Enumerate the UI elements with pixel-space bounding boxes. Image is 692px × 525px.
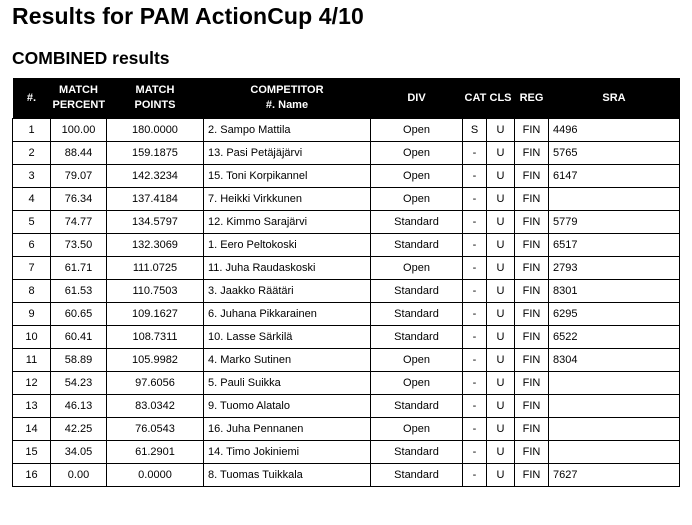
cell-div: Open	[371, 418, 463, 441]
table-row	[13, 349, 680, 372]
cell-competitor: 16. Juha Pennanen	[204, 418, 371, 441]
cell-cls: U	[487, 211, 515, 234]
header-cat[interactable]: CAT	[463, 78, 487, 119]
cell-competitor: 6. Juhana Pikkarainen	[204, 303, 371, 326]
cell-rank: 4	[13, 188, 51, 211]
cell-rank: 15	[13, 441, 51, 464]
cell-div: Standard	[371, 464, 463, 487]
cell-competitor: 9. Tuomo Alatalo	[204, 395, 371, 418]
cell-competitor: 10. Lasse Särkilä	[204, 326, 371, 349]
table-row	[13, 464, 680, 487]
cell-reg: FIN	[515, 303, 549, 326]
header-match-points[interactable]: MATCH POINTS	[107, 78, 204, 119]
cell-match-points: 137.4184	[107, 188, 204, 211]
cell-reg: FIN	[515, 418, 549, 441]
cell-div: Open	[371, 188, 463, 211]
cell-rank: 6	[13, 234, 51, 257]
cell-sra: 5779	[549, 211, 680, 234]
cell-reg: FIN	[515, 211, 549, 234]
cell-sra: 6295	[549, 303, 680, 326]
cell-match-percent: 58.89	[51, 349, 107, 372]
cell-competitor: 12. Kimmo Sarajärvi	[204, 211, 371, 234]
header-match-percent[interactable]: MATCH PERCENT	[51, 78, 107, 119]
cell-reg: FIN	[515, 234, 549, 257]
table-row	[13, 280, 680, 303]
cell-rank: 2	[13, 142, 51, 165]
table-row	[13, 303, 680, 326]
cell-cls: U	[487, 280, 515, 303]
cell-div: Standard	[371, 326, 463, 349]
cell-cls: U	[487, 418, 515, 441]
table-body	[13, 119, 680, 487]
cell-rank: 14	[13, 418, 51, 441]
section-subtitle: COMBINED results	[12, 48, 170, 68]
cell-cat: -	[463, 142, 487, 165]
cell-match-percent: 74.77	[51, 211, 107, 234]
cell-rank: 1	[13, 119, 51, 142]
cell-div: Standard	[371, 303, 463, 326]
cell-competitor: 11. Juha Raudaskoski	[204, 257, 371, 280]
cell-match-percent: 61.71	[51, 257, 107, 280]
cell-match-points: 0.0000	[107, 464, 204, 487]
cell-competitor: 5. Pauli Suikka	[204, 372, 371, 395]
cell-match-percent: 42.25	[51, 418, 107, 441]
table-row	[13, 372, 680, 395]
cell-cat: -	[463, 280, 487, 303]
cell-match-percent: 79.07	[51, 165, 107, 188]
cell-cat: -	[463, 464, 487, 487]
cell-match-points: 142.3234	[107, 165, 204, 188]
header-competitor[interactable]: COMPETITOR #. Name	[204, 78, 371, 119]
cell-reg: FIN	[515, 326, 549, 349]
cell-div: Standard	[371, 280, 463, 303]
table-row	[13, 326, 680, 349]
cell-sra	[549, 441, 680, 464]
cell-reg: FIN	[515, 188, 549, 211]
cell-match-points: 83.0342	[107, 395, 204, 418]
cell-competitor: 15. Toni Korpikannel	[204, 165, 371, 188]
cell-match-points: 180.0000	[107, 119, 204, 142]
cell-cls: U	[487, 349, 515, 372]
cell-cls: U	[487, 441, 515, 464]
cell-match-points: 108.7311	[107, 326, 204, 349]
cell-sra: 6517	[549, 234, 680, 257]
cell-match-percent: 61.53	[51, 280, 107, 303]
cell-match-points: 61.2901	[107, 441, 204, 464]
cell-div: Open	[371, 119, 463, 142]
cell-competitor: 2. Sampo Mattila	[204, 119, 371, 142]
cell-match-points: 76.0543	[107, 418, 204, 441]
cell-competitor: 3. Jaakko Räätäri	[204, 280, 371, 303]
cell-cls: U	[487, 142, 515, 165]
cell-cat: -	[463, 372, 487, 395]
cell-rank: 8	[13, 280, 51, 303]
cell-sra	[549, 372, 680, 395]
cell-sra: 2793	[549, 257, 680, 280]
cell-sra: 6147	[549, 165, 680, 188]
header-row	[13, 78, 680, 119]
cell-div: Open	[371, 349, 463, 372]
cell-div: Standard	[371, 395, 463, 418]
cell-match-points: 109.1627	[107, 303, 204, 326]
cell-rank: 10	[13, 326, 51, 349]
cell-reg: FIN	[515, 464, 549, 487]
cell-cls: U	[487, 165, 515, 188]
cell-match-percent: 54.23	[51, 372, 107, 395]
cell-competitor: 1. Eero Peltokoski	[204, 234, 371, 257]
table-row	[13, 257, 680, 280]
cell-sra: 4496	[549, 119, 680, 142]
cell-cat: -	[463, 165, 487, 188]
cell-cls: U	[487, 395, 515, 418]
cell-sra: 7627	[549, 464, 680, 487]
cell-competitor: 4. Marko Sutinen	[204, 349, 371, 372]
table-row	[13, 395, 680, 418]
cell-match-points: 97.6056	[107, 372, 204, 395]
cell-match-points: 159.1875	[107, 142, 204, 165]
cell-match-points: 132.3069	[107, 234, 204, 257]
cell-rank: 12	[13, 372, 51, 395]
cell-rank: 9	[13, 303, 51, 326]
cell-match-percent: 100.00	[51, 119, 107, 142]
cell-sra	[549, 418, 680, 441]
cell-competitor: 8. Tuomas Tuikkala	[204, 464, 371, 487]
cell-rank: 13	[13, 395, 51, 418]
results-table	[12, 78, 680, 487]
cell-cls: U	[487, 372, 515, 395]
table-row	[13, 188, 680, 211]
table-row	[13, 142, 680, 165]
cell-sra	[549, 395, 680, 418]
cell-rank: 5	[13, 211, 51, 234]
table-row	[13, 165, 680, 188]
cell-div: Standard	[371, 441, 463, 464]
cell-cat: -	[463, 441, 487, 464]
cell-match-percent: 88.44	[51, 142, 107, 165]
table-row	[13, 119, 680, 142]
cell-sra: 6522	[549, 326, 680, 349]
cell-rank: 16	[13, 464, 51, 487]
cell-sra: 8304	[549, 349, 680, 372]
cell-div: Open	[371, 165, 463, 188]
cell-match-points: 105.9982	[107, 349, 204, 372]
table-row	[13, 418, 680, 441]
cell-cat: -	[463, 257, 487, 280]
cell-match-percent: 60.65	[51, 303, 107, 326]
cell-reg: FIN	[515, 142, 549, 165]
cell-match-percent: 46.13	[51, 395, 107, 418]
cell-cat: -	[463, 188, 487, 211]
cell-div: Standard	[371, 234, 463, 257]
cell-sra: 8301	[549, 280, 680, 303]
page-title: Results for PAM ActionCup 4/10	[12, 3, 364, 29]
header-num[interactable]: #.	[13, 78, 51, 119]
cell-match-percent: 0.00	[51, 464, 107, 487]
cell-cls: U	[487, 326, 515, 349]
cell-reg: FIN	[515, 280, 549, 303]
cell-match-percent: 34.05	[51, 441, 107, 464]
table-row	[13, 441, 680, 464]
cell-cat: -	[463, 234, 487, 257]
cell-reg: FIN	[515, 165, 549, 188]
cell-reg: FIN	[515, 257, 549, 280]
cell-cls: U	[487, 257, 515, 280]
header-cls[interactable]: CLS	[487, 78, 515, 119]
cell-cat: -	[463, 395, 487, 418]
cell-cls: U	[487, 119, 515, 142]
cell-match-percent: 60.41	[51, 326, 107, 349]
cell-rank: 7	[13, 257, 51, 280]
cell-cls: U	[487, 303, 515, 326]
cell-reg: FIN	[515, 349, 549, 372]
cell-match-points: 134.5797	[107, 211, 204, 234]
cell-div: Open	[371, 257, 463, 280]
cell-div: Standard	[371, 211, 463, 234]
header-sra[interactable]: SRA	[549, 78, 680, 119]
cell-cls: U	[487, 188, 515, 211]
cell-reg: FIN	[515, 119, 549, 142]
cell-cat: -	[463, 349, 487, 372]
cell-div: Open	[371, 142, 463, 165]
cell-reg: FIN	[515, 441, 549, 464]
cell-match-percent: 76.34	[51, 188, 107, 211]
header-div[interactable]: DIV	[371, 78, 463, 119]
cell-cat: -	[463, 326, 487, 349]
cell-cat: -	[463, 418, 487, 441]
table-row	[13, 234, 680, 257]
cell-reg: FIN	[515, 395, 549, 418]
cell-cat: S	[463, 119, 487, 142]
cell-cls: U	[487, 464, 515, 487]
cell-match-percent: 73.50	[51, 234, 107, 257]
cell-cat: -	[463, 303, 487, 326]
cell-competitor: 13. Pasi Petäjäjärvi	[204, 142, 371, 165]
cell-match-points: 110.7503	[107, 280, 204, 303]
cell-match-points: 111.0725	[107, 257, 204, 280]
table-row	[13, 211, 680, 234]
cell-competitor: 7. Heikki Virkkunen	[204, 188, 371, 211]
header-reg[interactable]: REG	[515, 78, 549, 119]
cell-rank: 11	[13, 349, 51, 372]
cell-div: Open	[371, 372, 463, 395]
cell-cat: -	[463, 211, 487, 234]
table-header	[13, 78, 680, 119]
cell-reg: FIN	[515, 372, 549, 395]
cell-cls: U	[487, 234, 515, 257]
cell-competitor: 14. Timo Jokiniemi	[204, 441, 371, 464]
cell-sra: 5765	[549, 142, 680, 165]
cell-rank: 3	[13, 165, 51, 188]
cell-sra	[549, 188, 680, 211]
